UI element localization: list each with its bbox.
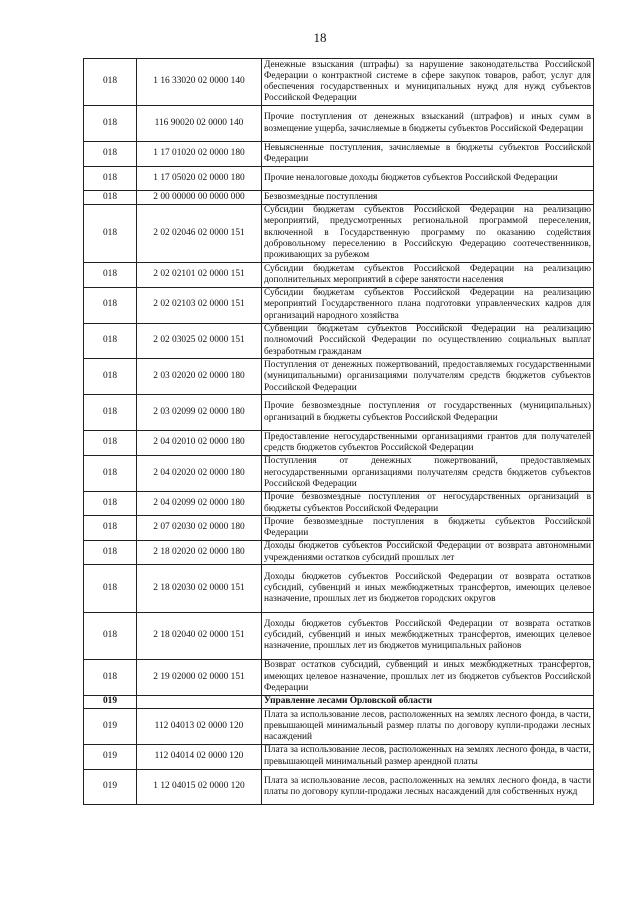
- admin-code-cell: 018: [84, 287, 137, 323]
- table-row: [84, 659, 594, 695]
- budget-code-cell: 2 18 02020 02 0000 180: [137, 540, 262, 565]
- budget-code-cell: 1 17 05020 02 0000 180: [137, 166, 262, 191]
- revenue-name-cell: Плата за использование лесов, расположенных на землях лесного фонда, в части, превышающей минимальный размер платы по договору купли-продажи лесных насаждений: [262, 709, 594, 745]
- revenue-name-cell: Предоставление негосударственными организациями грантов для получателей средств бюджетов субъектов Российской Федерации: [262, 431, 594, 456]
- revenue-name-cell: Плата за использование лесов, расположенных на землях лесного фонда, в части, превышающей минимальный размер арендной платы: [262, 744, 594, 769]
- budget-code-cell: 1 12 04015 02 0000 120: [137, 769, 262, 805]
- table-row: [84, 516, 594, 541]
- revenue-name-cell: Субсидии бюджетам субъектов Российской Федерации на реализацию дополнительных мероприятий в сфере занятости населения: [262, 263, 594, 288]
- admin-code-cell: 018: [84, 395, 137, 431]
- admin-code-cell: 018: [84, 204, 137, 263]
- budget-code-cell: 2 02 02101 02 0000 151: [137, 263, 262, 288]
- revenue-name-cell: Субсидии бюджетам субъектов Российской Федерации на реализацию мероприятий, предусмотренных региональной программой переселения, включенной в Государственную программу по оказанию содействия добровольному переселению в Российскую Федерацию соотечественников, проживающих за рубежом: [262, 204, 594, 263]
- admin-code-cell: 018: [84, 359, 137, 395]
- table-row: [84, 455, 594, 491]
- revenue-name-cell: Прочие неналоговые доходы бюджетов субъектов Российской Федерации: [262, 166, 594, 191]
- table-row: [84, 166, 594, 191]
- table-row: [84, 263, 594, 288]
- budget-code-cell: 1 17 01020 02 0000 180: [137, 142, 262, 167]
- revenue-name-cell: Управление лесами Орловской области: [262, 695, 594, 708]
- table-row: [84, 491, 594, 516]
- budget-code-cell: 2 04 02020 02 0000 180: [137, 455, 262, 491]
- table-row: [84, 287, 594, 323]
- table-row: [84, 204, 594, 263]
- revenue-name-cell: Прочие поступления от денежных взысканий (штрафов) и иных сумм в возмещение ущерба, зачисляемые в бюджеты субъектов Российской Федерации: [262, 106, 594, 142]
- budget-code-cell: 2 02 03025 02 0000 151: [137, 323, 262, 359]
- admin-code-cell: 018: [84, 59, 137, 106]
- revenue-name-cell: Денежные взыскания (штрафы) за нарушение законодательства Российской Федерации о контрактной системе в сфере закупок товаров, работ, услуг для обеспечения государственных и муниципальных нужд для нужд субъектов Российской Федерации: [262, 59, 594, 106]
- budget-code-cell: 2 18 02040 02 0000 151: [137, 612, 262, 659]
- admin-code-cell: 018: [84, 142, 137, 167]
- budget-code-cell: 2 19 02000 02 0000 151: [137, 659, 262, 695]
- revenue-name-cell: Доходы бюджетов субъектов Российской Федерации от возврата остатков субсидий, субвенций и иных межбюджетных трансфертов, имеющих целевое назначение, прошлых лет из бюджетов городских округов: [262, 565, 594, 612]
- revenue-name-cell: Поступления от денежных пожертвований, предоставляемых негосударственными организациями получателям средств бюджетов субъектов Российской Федерации: [262, 455, 594, 491]
- table-row: [84, 709, 594, 745]
- table-row: [84, 431, 594, 456]
- table-row: [84, 395, 594, 431]
- budget-code-cell: 112 04014 02 0000 120: [137, 744, 262, 769]
- budget-code-cell: 1 16 33020 02 0000 140: [137, 59, 262, 106]
- table-row: [84, 744, 594, 769]
- budget-code-cell: 2 07 02030 02 0000 180: [137, 516, 262, 541]
- table-row: [84, 191, 594, 204]
- table-row: [84, 323, 594, 359]
- revenue-name-cell: Прочие безвозмездные поступления в бюджеты субъектов Российской Федерации: [262, 516, 594, 541]
- budget-code-cell: [137, 695, 262, 708]
- budget-code-cell: 2 02 02103 02 0000 151: [137, 287, 262, 323]
- revenue-name-cell: Субсидии бюджетам субъектов Российской Федерации на реализацию мероприятий Государственного плана подготовки управленческих кадров для организаций народного хозяйства: [262, 287, 594, 323]
- revenue-name-cell: Невыясненные поступления, зачисляемые в бюджеты субъектов Российской Федерации: [262, 142, 594, 167]
- admin-code-cell: 018: [84, 431, 137, 456]
- admin-code-cell: 018: [84, 263, 137, 288]
- table-row: [84, 769, 594, 805]
- revenue-name-cell: Доходы бюджетов субъектов Российской Федерации от возврата остатков субсидий, субвенций и иных межбюджетных трансфертов, имеющих целевое назначение, прошлых лет из бюджетов муниципальных районов: [262, 612, 594, 659]
- admin-code-cell: 018: [84, 166, 137, 191]
- revenue-name-cell: Прочие безвозмездные поступления от негосударственных организаций в бюджеты субъектов Российской Федерации: [262, 491, 594, 516]
- admin-code-cell: 018: [84, 612, 137, 659]
- budget-code-cell: 2 02 02046 02 0000 151: [137, 204, 262, 263]
- table-row: [84, 142, 594, 167]
- table-row: [84, 359, 594, 395]
- table-row: [84, 565, 594, 612]
- table-row: [84, 106, 594, 142]
- admin-code-cell: 019: [84, 769, 137, 805]
- budget-code-cell: 2 04 02099 02 0000 180: [137, 491, 262, 516]
- admin-code-cell: 018: [84, 323, 137, 359]
- admin-code-cell: 019: [84, 709, 137, 745]
- budget-code-cell: 116 90020 02 0000 140: [137, 106, 262, 142]
- table-row: [84, 612, 594, 659]
- budget-code-cell: 2 18 02030 02 0000 151: [137, 565, 262, 612]
- admin-code-cell: 018: [84, 491, 137, 516]
- revenue-name-cell: Поступления от денежных пожертвований, предоставляемых государственными (муниципальными) организациями получателям средств бюджетов субъектов Российской Федерации: [262, 359, 594, 395]
- table-body: [84, 59, 594, 805]
- revenue-codes-table: [83, 58, 594, 805]
- admin-code-cell: 018: [84, 455, 137, 491]
- page-number: 18: [313, 30, 327, 45]
- revenue-name-cell: Прочие безвозмездные поступления от государственных (муниципальных) организаций в бюджеты субъектов Российской Федерации: [262, 395, 594, 431]
- revenue-name-cell: Возврат остатков субсидий, субвенций и иных межбюджетных трансфертов, имеющих целевое назначение, прошлых лет из бюджетов субъектов Российской Федерации: [262, 659, 594, 695]
- admin-code-cell: 018: [84, 659, 137, 695]
- budget-code-cell: 2 03 02099 02 0000 180: [137, 395, 262, 431]
- admin-code-cell: 018: [84, 106, 137, 142]
- budget-code-cell: 2 03 02020 02 0000 180: [137, 359, 262, 395]
- admin-code-cell: 018: [84, 191, 137, 204]
- table-row: [84, 59, 594, 106]
- revenue-name-cell: Субвенции бюджетам субъектов Российской Федерации на реализацию полномочий Российской Федерации по осуществлению социальных выплат безработным гражданам: [262, 323, 594, 359]
- budget-code-cell: 2 00 00000 00 0000 000: [137, 191, 262, 204]
- admin-code-cell: 019: [84, 695, 137, 708]
- revenue-name-cell: Плата за использование лесов, расположенных на землях лесного фонда, в части платы по договору купли-продажи лесных насаждений для собственных нужд: [262, 769, 594, 805]
- budget-code-cell: 112 04013 02 0000 120: [137, 709, 262, 745]
- table-row: [84, 540, 594, 565]
- admin-code-cell: 018: [84, 516, 137, 541]
- budget-code-cell: 2 04 02010 02 0000 180: [137, 431, 262, 456]
- revenue-name-cell: Безвозмездные поступления: [262, 191, 594, 204]
- admin-code-cell: 018: [84, 565, 137, 612]
- section-header-row: [84, 695, 594, 708]
- admin-code-cell: 019: [84, 744, 137, 769]
- admin-code-cell: 018: [84, 540, 137, 565]
- revenue-name-cell: Доходы бюджетов субъектов Российской Федерации от возврата автономными учреждениями остатков субсидий прошлых лет: [262, 540, 594, 565]
